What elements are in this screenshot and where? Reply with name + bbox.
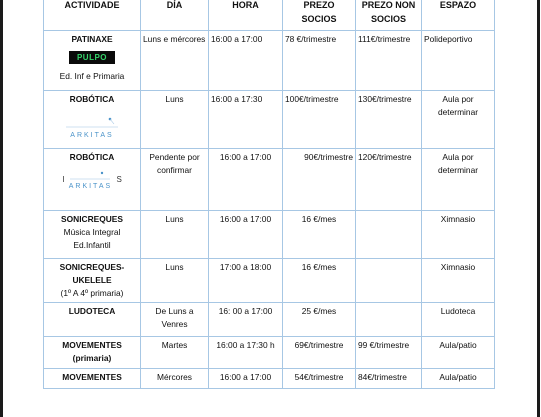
espazo-cell: Aula/patio xyxy=(422,369,495,389)
non-socios-cell xyxy=(356,303,422,337)
hora-cell: 16: 00 a 17:00 xyxy=(209,303,283,337)
espazo-cell: Ludoteca xyxy=(422,303,495,337)
arkitas-logo-graphic xyxy=(62,115,122,131)
activity-cell xyxy=(44,303,141,337)
dia-cell: Martes xyxy=(141,337,209,369)
hora-cell: 16:00 a 17:30 xyxy=(209,91,283,149)
dia-cell: Pendente por confirmar xyxy=(141,149,209,211)
activity-sub: Música Integral xyxy=(63,227,121,238)
activity-name: MOVEMENTES xyxy=(62,372,122,383)
table-row xyxy=(44,369,495,389)
dia-cell: Mércores xyxy=(141,369,209,389)
socios-cell: 78 €/trimestre xyxy=(283,31,356,91)
logo-left-letter: I xyxy=(62,175,65,185)
header-prezo-socios: PREZO SOCIOS xyxy=(283,0,356,31)
page-border-left xyxy=(0,0,3,417)
arkitas-logo-text: ARKITAS xyxy=(70,132,114,140)
dia-cell: Luns xyxy=(141,211,209,259)
activity-name: LUDOTECA xyxy=(68,306,116,317)
arkitas-logo xyxy=(46,115,138,142)
activity-sub: Ed. Inf e Primaria xyxy=(59,71,125,82)
non-socios-cell xyxy=(356,211,422,259)
arkitas-logo-graphic xyxy=(68,170,112,182)
activity-name: ROBÓTICA xyxy=(69,94,115,104)
hora-cell: 17:00 a 18:00 xyxy=(209,259,283,303)
arkitas-logo-text: ARKITAS xyxy=(68,183,113,191)
activity-cell xyxy=(44,149,141,211)
header-hora: HORA xyxy=(209,0,283,31)
table-row xyxy=(44,259,495,303)
socios-cell: 16 €/mes xyxy=(283,259,356,303)
non-socios-cell: 111€/trimestre xyxy=(356,31,422,91)
hora-cell: 16:00 a 17:00 xyxy=(209,31,283,91)
dia-cell: Luns xyxy=(141,259,209,303)
activity-sub-2: Ed.Infantil xyxy=(73,240,111,251)
activity-cell xyxy=(44,91,141,149)
table-row xyxy=(44,303,495,337)
pulpo-logo-text: PULPO xyxy=(76,53,108,63)
header-espazo: ESPAZO xyxy=(422,0,495,31)
non-socios-cell: 84€/trimestre xyxy=(356,369,422,389)
socios-cell: 69€/trimestre xyxy=(283,337,356,369)
table-row xyxy=(44,211,495,259)
socios-cell: 25 €/mes xyxy=(283,303,356,337)
socios-cell: 54€/trimestre xyxy=(283,369,356,389)
header-prezo-non-socios: PREZO NON SOCIOS xyxy=(356,0,422,31)
activity-name: SONICREQUES xyxy=(61,214,123,224)
logo-right-letter: S xyxy=(116,175,122,185)
socios-cell: 90€/trimestre xyxy=(283,149,356,211)
table-header-row xyxy=(44,0,495,31)
activity-cell xyxy=(44,337,141,369)
hora-cell: 16:00 a 17:00 xyxy=(209,211,283,259)
socios-cell: 100€/trimestre xyxy=(283,91,356,149)
activity-name: ROBÓTICA xyxy=(69,152,115,162)
espazo-cell: Aula por determinar xyxy=(422,149,495,211)
espazo-cell: Aula por determinar xyxy=(422,91,495,149)
table-row xyxy=(44,149,495,211)
activity-name: MOVEMENTES xyxy=(62,340,122,351)
table-row xyxy=(44,31,495,91)
activity-name: SONICREQUES-UKELELE xyxy=(59,262,125,286)
activity-sub: (1º A 4º primaria) xyxy=(60,288,124,299)
hora-cell: 16:00 a 17:00 xyxy=(209,149,283,211)
dia-cell: Luns xyxy=(141,91,209,149)
activity-cell xyxy=(44,211,141,259)
hora-cell: 16:00 a 17:30 h xyxy=(209,337,283,369)
socios-cell: 16 €/mes xyxy=(283,211,356,259)
dia-cell: De Luns a Venres xyxy=(141,303,209,337)
activity-cell xyxy=(44,259,141,303)
espazo-cell: Ximnasio xyxy=(422,259,495,303)
table-row xyxy=(44,91,495,149)
header-dia: DÍA xyxy=(141,0,209,31)
activities-table xyxy=(43,0,495,389)
activity-cell xyxy=(44,31,141,91)
espazo-cell: Ximnasio xyxy=(422,211,495,259)
hora-cell: 16:00 a 17:00 xyxy=(209,369,283,389)
arkitas-logo xyxy=(46,168,138,193)
activity-name: PATINAXE xyxy=(71,34,113,44)
table-row xyxy=(44,337,495,369)
non-socios-cell: 99 €/trimestre xyxy=(356,337,422,369)
dia-cell: Luns e mércores xyxy=(141,31,209,91)
non-socios-cell xyxy=(356,259,422,303)
non-socios-cell: 130€/trimestre xyxy=(356,91,422,149)
espazo-cell: Polideportivo xyxy=(422,31,495,91)
arkitas-logo-inner xyxy=(68,170,112,193)
page-border-right xyxy=(537,0,540,417)
non-socios-cell: 120€/trimestre xyxy=(356,149,422,211)
header-actividade: ACTIVIDADE xyxy=(44,0,141,31)
espazo-cell: Aula/patio xyxy=(422,337,495,369)
pulpo-logo xyxy=(69,51,115,64)
activity-name-2: (primaria) xyxy=(72,353,112,364)
activity-cell xyxy=(44,369,141,389)
